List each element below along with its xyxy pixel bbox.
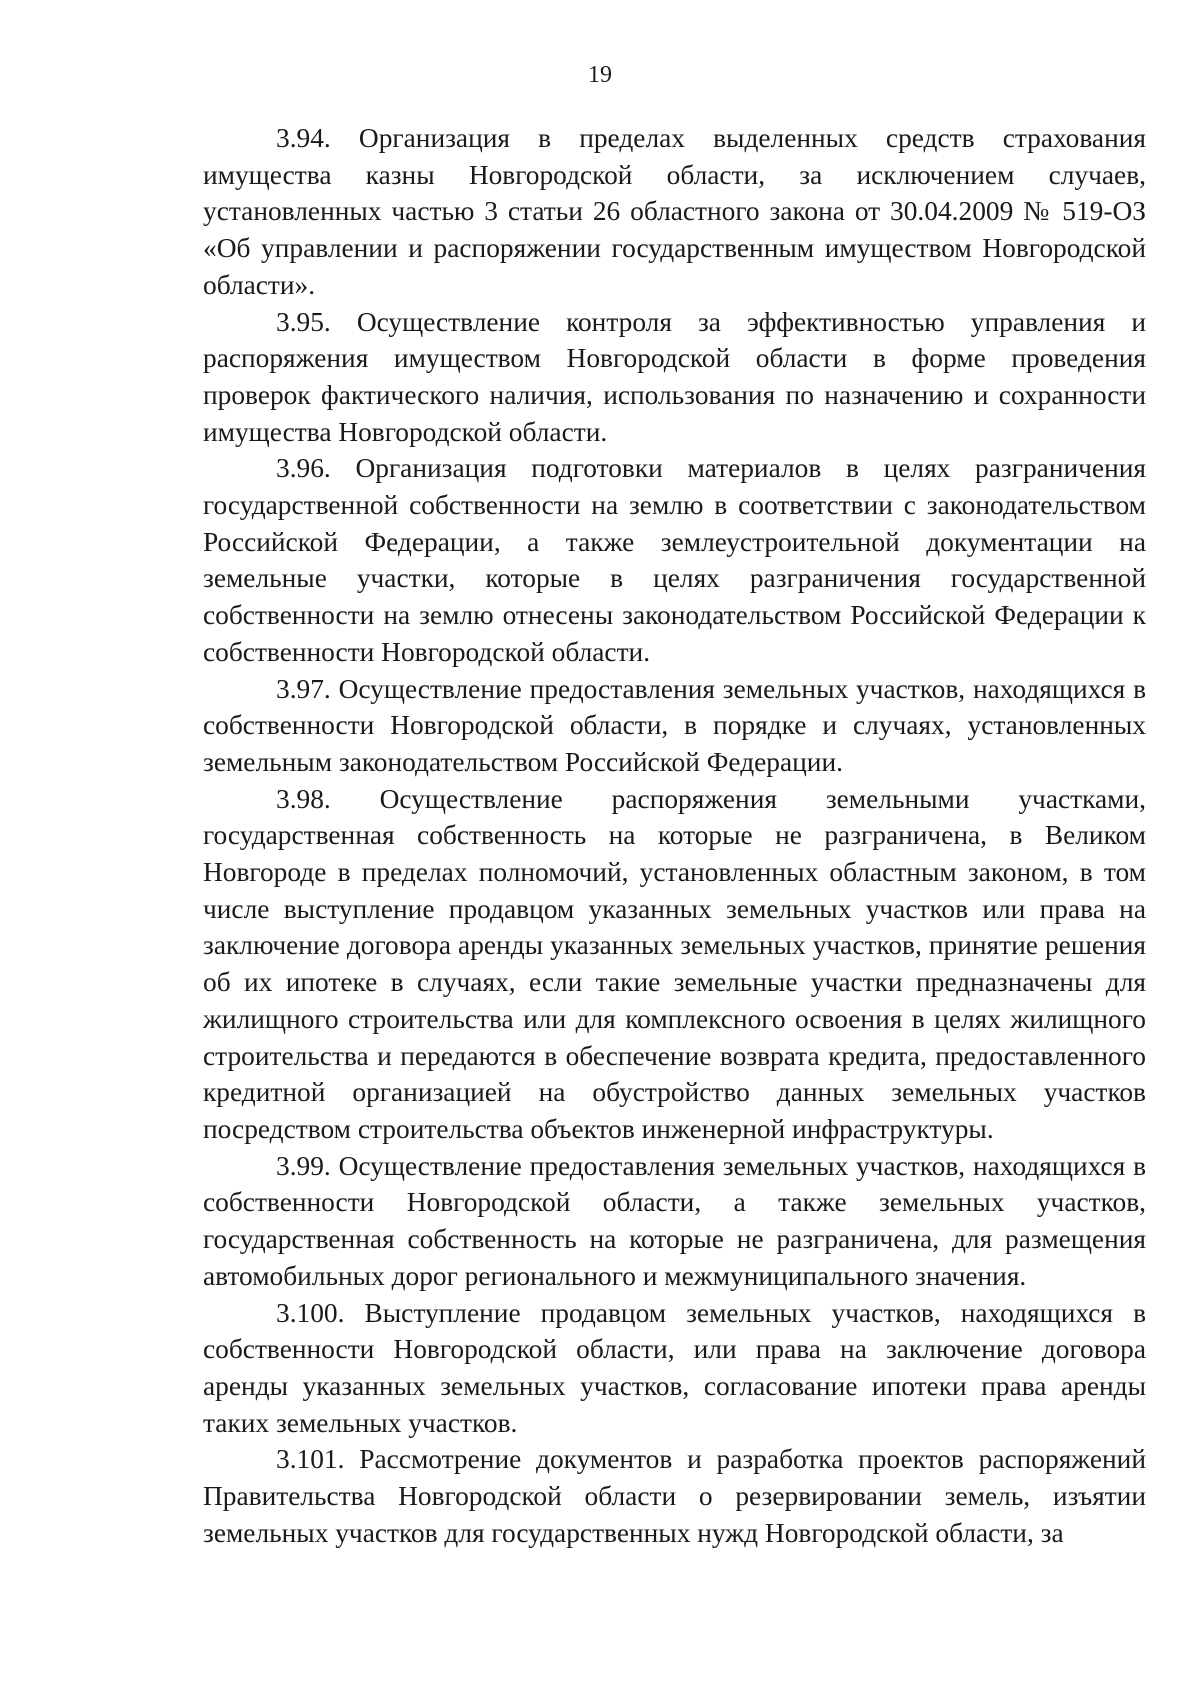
paragraph-3-97: 3.97. Осуществление предоставления земельных участков, находящихся в собственности Новгородской области, в порядке и случаях, установленных земельным законодательством Российской Федерации. <box>203 673 1146 777</box>
paragraph-3-94: 3.94. Организация в пределах выделенных средств страхования имущества казны Новгородской области, за исключением случаев, установленных частью 3 статьи 26 областного закона от 30.04.2009 № 519-ОЗ «Об управлении и распоряжении государственным имуществом Новгородской области». <box>203 123 1146 300</box>
paragraph-3-95: 3.95. Осуществление контроля за эффективностью управления и распоряжения имуществом Новгородской области в форме проведения проверок фактического наличия, использования по назначению и сохранности имущества Новгородской области. <box>203 306 1146 447</box>
paragraph-3-99: 3.99. Осуществление предоставления земельных участков, находящихся в собственности Новгородской области, а также земельных участков, государственная собственность на которые не разграничена, для размещения автомобильных дорог регионального и межмуниципального значения. <box>203 1150 1146 1291</box>
paragraph-3-96: 3.96. Организация подготовки материалов в целях разграничения государственной собственности на землю в соответствии с законодательством Российской Федерации, а также землеустроительной документации на земельные участки, которые в целях разграничения государственной собственности на землю отнесены законодательством Российской Федерации к собственности Новгородской области. <box>203 453 1146 667</box>
paragraph-3-100: 3.100. Выступление продавцом земельных участков, находящихся в собственности Новгородской области, или права на заключение договора аренды указанных земельных участков, согласование ипотеки права аренды таких земельных участков. <box>203 1297 1146 1438</box>
page-number: 19 <box>588 62 612 88</box>
paragraph-3-98: 3.98. Осуществление распоряжения земельными участками, государственная собственность на которые не разграничена, в Великом Новгороде в пределах полномочий, установленных областным законом, в том числе выступление продавцом указанных земельных участков или права на заключение договора аренды указанных земельных участков, принятие решения об их ипотеке в случаях, если такие земельные участки предназначены для жилищного строительства или для комплексного освоения в целях жилищного строительства и передаются в обеспечение возврата кредита, предоставленного кредитной организацией на обустройство данных земельных участков посредством строительства объектов инженерной инфраструктуры. <box>203 783 1146 1144</box>
document-body <box>203 120 1146 1551</box>
paragraph-3-101: 3.101. Рассмотрение документов и разработка проектов распоряжений Правительства Новгородской области о резервировании земель, изъятии земельных участков для государственных нужд Новгородской области, за <box>203 1444 1146 1548</box>
